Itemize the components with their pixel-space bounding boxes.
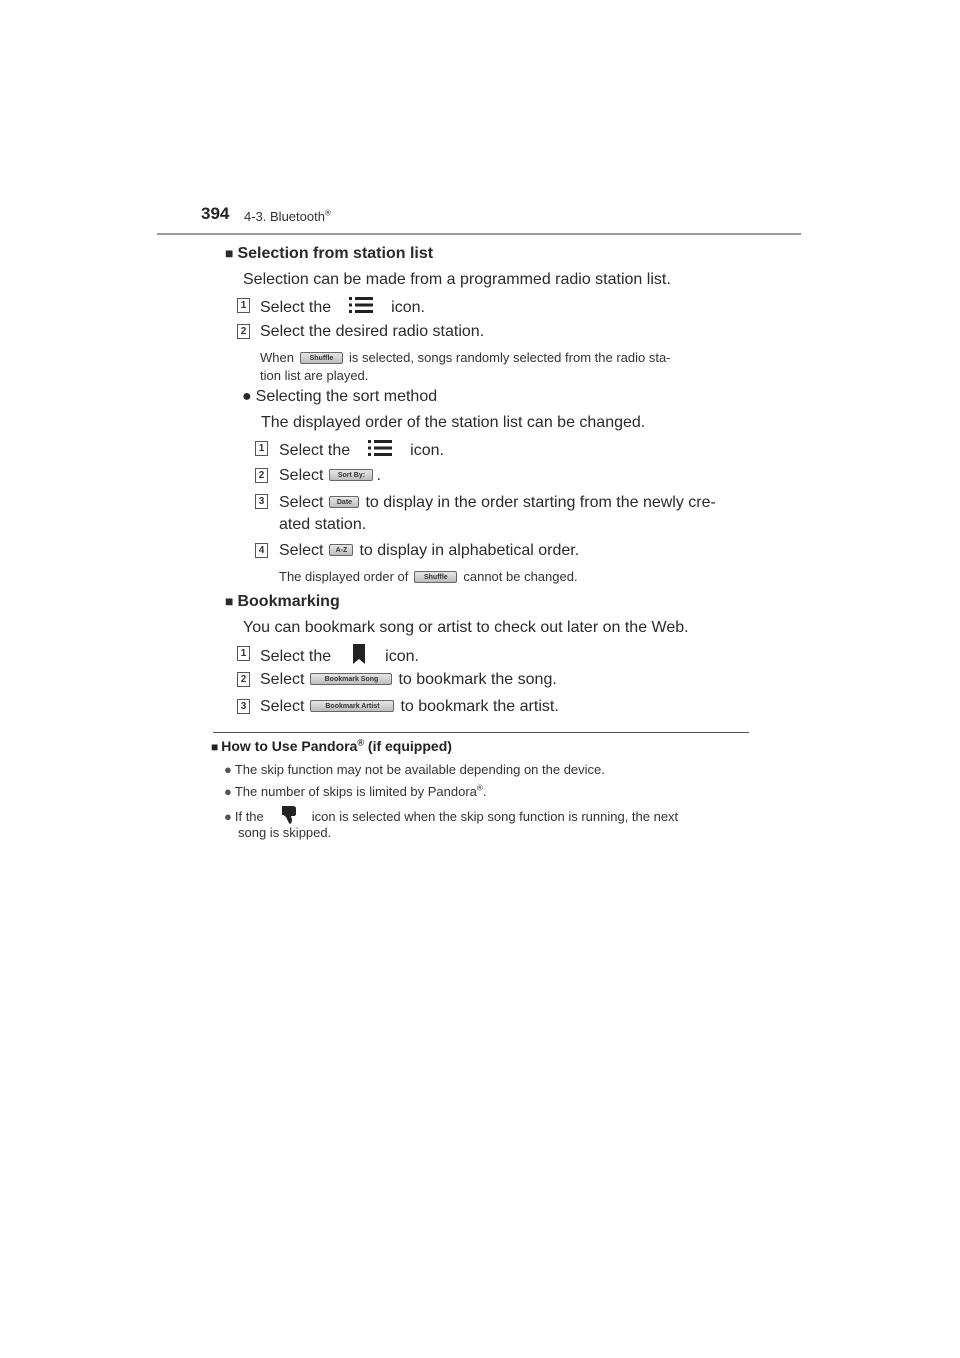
date-button-image: Date: [329, 496, 359, 508]
station-note: When Shuffle is selected, songs randomly selected from the radio sta-: [260, 350, 671, 365]
sort-step-2: Select Sort By: .: [279, 467, 381, 484]
list-icon: [368, 439, 392, 463]
a-z-button-image: A-Z: [329, 544, 353, 556]
step-number: 1: [255, 441, 268, 456]
round-bullet-icon: ●: [224, 808, 232, 824]
square-bullet-icon: ■: [225, 593, 234, 609]
sort-intro: The displayed order of the station list can be changed.: [261, 414, 646, 431]
bookmark-icon: [353, 644, 365, 670]
step-number: 4: [255, 543, 268, 558]
shuffle-button-image: Shuffle: [300, 352, 343, 364]
station-note-line2: tion list are played.: [260, 368, 369, 383]
shuffle-button-image: Shuffle: [414, 571, 457, 583]
note-3: ● If the icon is selected when the skip song function is running, the next: [224, 806, 678, 829]
step-number: 2: [237, 672, 250, 687]
station-step-1: Select the icon.: [260, 296, 425, 320]
sort-step-4: Select A-Z to display in alphabetical order.: [279, 542, 580, 559]
step-number: 1: [237, 646, 250, 661]
note-1: ● The skip function may not be available depending on the device.: [224, 762, 605, 777]
sort-step-3: Select Date to display in the order starting from the newly cre-: [279, 494, 716, 511]
note-3-line2: song is skipped.: [238, 825, 332, 840]
round-bullet-icon: ●: [224, 762, 232, 777]
bookmark-step-2: Select Bookmark Song to bookmark the song.: [260, 671, 557, 688]
notes-divider: [213, 732, 749, 733]
station-list-intro: Selection can be made from a programmed radio station list.: [243, 271, 671, 288]
notes-heading: ■ How to Use Pandora® (if equipped): [211, 737, 452, 754]
step-number: 3: [237, 699, 250, 714]
square-bullet-icon: ■: [225, 245, 234, 261]
bookmark-step-3: Select Bookmark Artist to bookmark the artist.: [260, 698, 559, 715]
list-icon: [349, 296, 373, 320]
step-number: 2: [255, 468, 268, 483]
section-title: 4-3. Bluetooth®: [244, 208, 331, 224]
station-list-heading: ■ Selection from station list: [225, 245, 434, 262]
note-2: ● The number of skips is limited by Pandora®.: [224, 783, 487, 799]
header-rule: [157, 233, 801, 235]
round-bullet-icon: ●: [242, 388, 252, 405]
bookmarking-intro: You can bookmark song or artist to check out later on the Web.: [243, 619, 689, 636]
sort-note: The displayed order of Shuffle cannot be changed.: [279, 569, 578, 584]
square-bullet-icon: ■: [211, 740, 219, 754]
page-number: 394: [201, 204, 230, 223]
bookmark-artist-button-image: Bookmark Artist: [310, 700, 394, 712]
step-number: 1: [237, 298, 250, 313]
bookmark-song-button-image: Bookmark Song: [310, 673, 392, 685]
station-step-2: Select the desired radio station.: [260, 323, 485, 340]
bookmarking-heading: ■ Bookmarking: [225, 593, 340, 610]
sort-step-1: Select the icon.: [279, 439, 444, 463]
sort-heading: ● Selecting the sort method: [242, 388, 438, 405]
step-number: 3: [255, 494, 268, 509]
round-bullet-icon: ●: [224, 784, 232, 799]
sort-step-3-line2: ated station.: [279, 516, 367, 533]
sort-by-button-image: Sort By:: [329, 469, 373, 481]
step-number: 2: [237, 324, 250, 339]
bookmark-step-1: Select the icon.: [260, 644, 419, 670]
